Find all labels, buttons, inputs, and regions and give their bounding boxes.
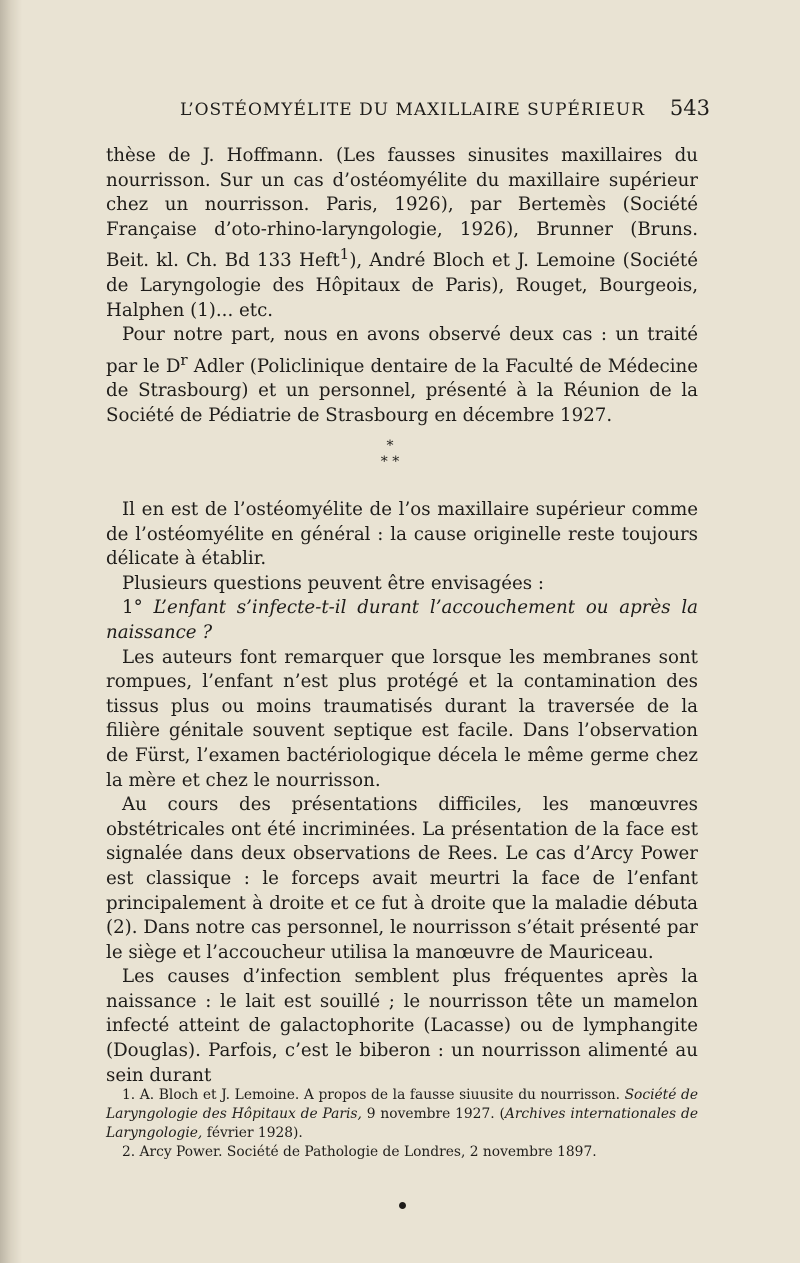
paragraph-questions: Plusieurs questions peuvent être envisagées : [122, 572, 544, 594]
superscript: 1 [339, 245, 350, 264]
paragraph-membranes: Les auteurs font remarquer que lorsque les membranes sont rompues, l’enfant n’est plus protégé et la contamination des tissus plus ou moins traumatisés durant la traversée de la filière génitale souvent septique est facile. Dans l’observation de Fürst, l’examen bactériologique décela le même germe chez la mère et chez le nourrisson. [106, 646, 698, 791]
footnote-text: Arcy Power. Société de Pathologie de Londres, 2 novembre 1897. [135, 1144, 597, 1160]
asterism-bottom: * * [380, 454, 400, 470]
paragraph-text: Pour notre part, nous en avons observé deux cas : un traité par le D [106, 324, 698, 377]
text-block-top [106, 144, 698, 429]
paragraph-intro: Il en est de l’ostéomyélite de l’os maxillaire supérieur comme de l’ostéomyélite en général : la cause originelle reste toujours délicate à établir. [106, 499, 698, 570]
section-separator [360, 438, 420, 470]
footnote-text: 9 novembre 1927. ( [361, 1106, 505, 1122]
page-binding-edge [0, 0, 22, 1263]
page-number: 543 [669, 96, 710, 120]
paragraph-text: Adler (Policlinique dentaire de la Faculté de Médecine de Strasbourg) et un personnel, présenté à la Réunion de la Société de Pédiatrie de Strasbourg en décembre 1927. [106, 355, 698, 427]
footnote-journal: Société de Laryngologie des Hôpitaux de Paris, [106, 1087, 698, 1122]
footnote-number: 2. [122, 1144, 136, 1160]
ink-dot [399, 1202, 406, 1209]
paragraph-text: thèse de J. Hoffmann. (Les fausses sinusites maxillaires du nourrisson. Sur un cas d’ostéomyélite du maxillaire supérieur chez un nourrisson. Paris, 1926), par Bertemès (Société Française d’oto-rhino-laryngologie, 1926), Brunner (Bruns. Beit. kl. Ch. Bd 133 Heft [106, 145, 698, 272]
paragraph-references [106, 144, 698, 323]
question-text: L’enfant s’infecte-t-il durant l’accouchement ou après la naissance ? [106, 597, 698, 643]
paragraph-presentations: Au cours des présentations difficiles, les manœuvres obstétricales ont été incriminées. La présentation de la face est signalée dans deux observations de Rees. Le cas d’Arcy Power est classique : le forceps avait meurtri la face de l’enfant principalement à droite et ce fut à droite que la maladie débuta (2). Dans notre cas personnel, le nourrisson s’était présenté par le siège et l’accoucheur utilisa la manœuvre de Mauriceau. [106, 794, 698, 963]
footnote-text: A. Bloch et J. Lemoine. A propos de la fausse siuusite du nourrisson. [135, 1087, 625, 1103]
running-title: L’OSTÉOMYÉLITE DU MAXILLAIRE SUPÉRIEUR [180, 100, 646, 120]
question-number: 1° [122, 597, 143, 619]
paragraph-question-1 [106, 596, 698, 645]
text-block-main [106, 498, 698, 1088]
paragraph-cases [106, 323, 698, 428]
footnotes [106, 1086, 698, 1162]
footnote-2 [106, 1143, 698, 1162]
superscript: r [180, 350, 188, 369]
footnote-1 [106, 1086, 698, 1143]
footnote-journal: Archives internationales de Laryngologie, [106, 1106, 698, 1141]
footnote-text: février 1928). [202, 1125, 303, 1141]
asterism-top: * [386, 438, 394, 454]
paragraph-text: ), André Bloch et J. Lemoine (Société de Laryngologie des Hôpitaux de Paris), Rouget, Bourgeois, Halphen (1)... etc. [106, 250, 699, 321]
paragraph-infection-causes: Les causes d’infection semblent plus fréquentes après la naissance : le lait est souillé ; le nourrisson tête un mamelon infecté atteint de galactophorite (Lacasse) ou de lymphangite (Douglas). Parfois, c’est le biberon : un nourrisson alimenté au sein durant [106, 966, 698, 1086]
footnote-number: 1. [122, 1087, 136, 1103]
